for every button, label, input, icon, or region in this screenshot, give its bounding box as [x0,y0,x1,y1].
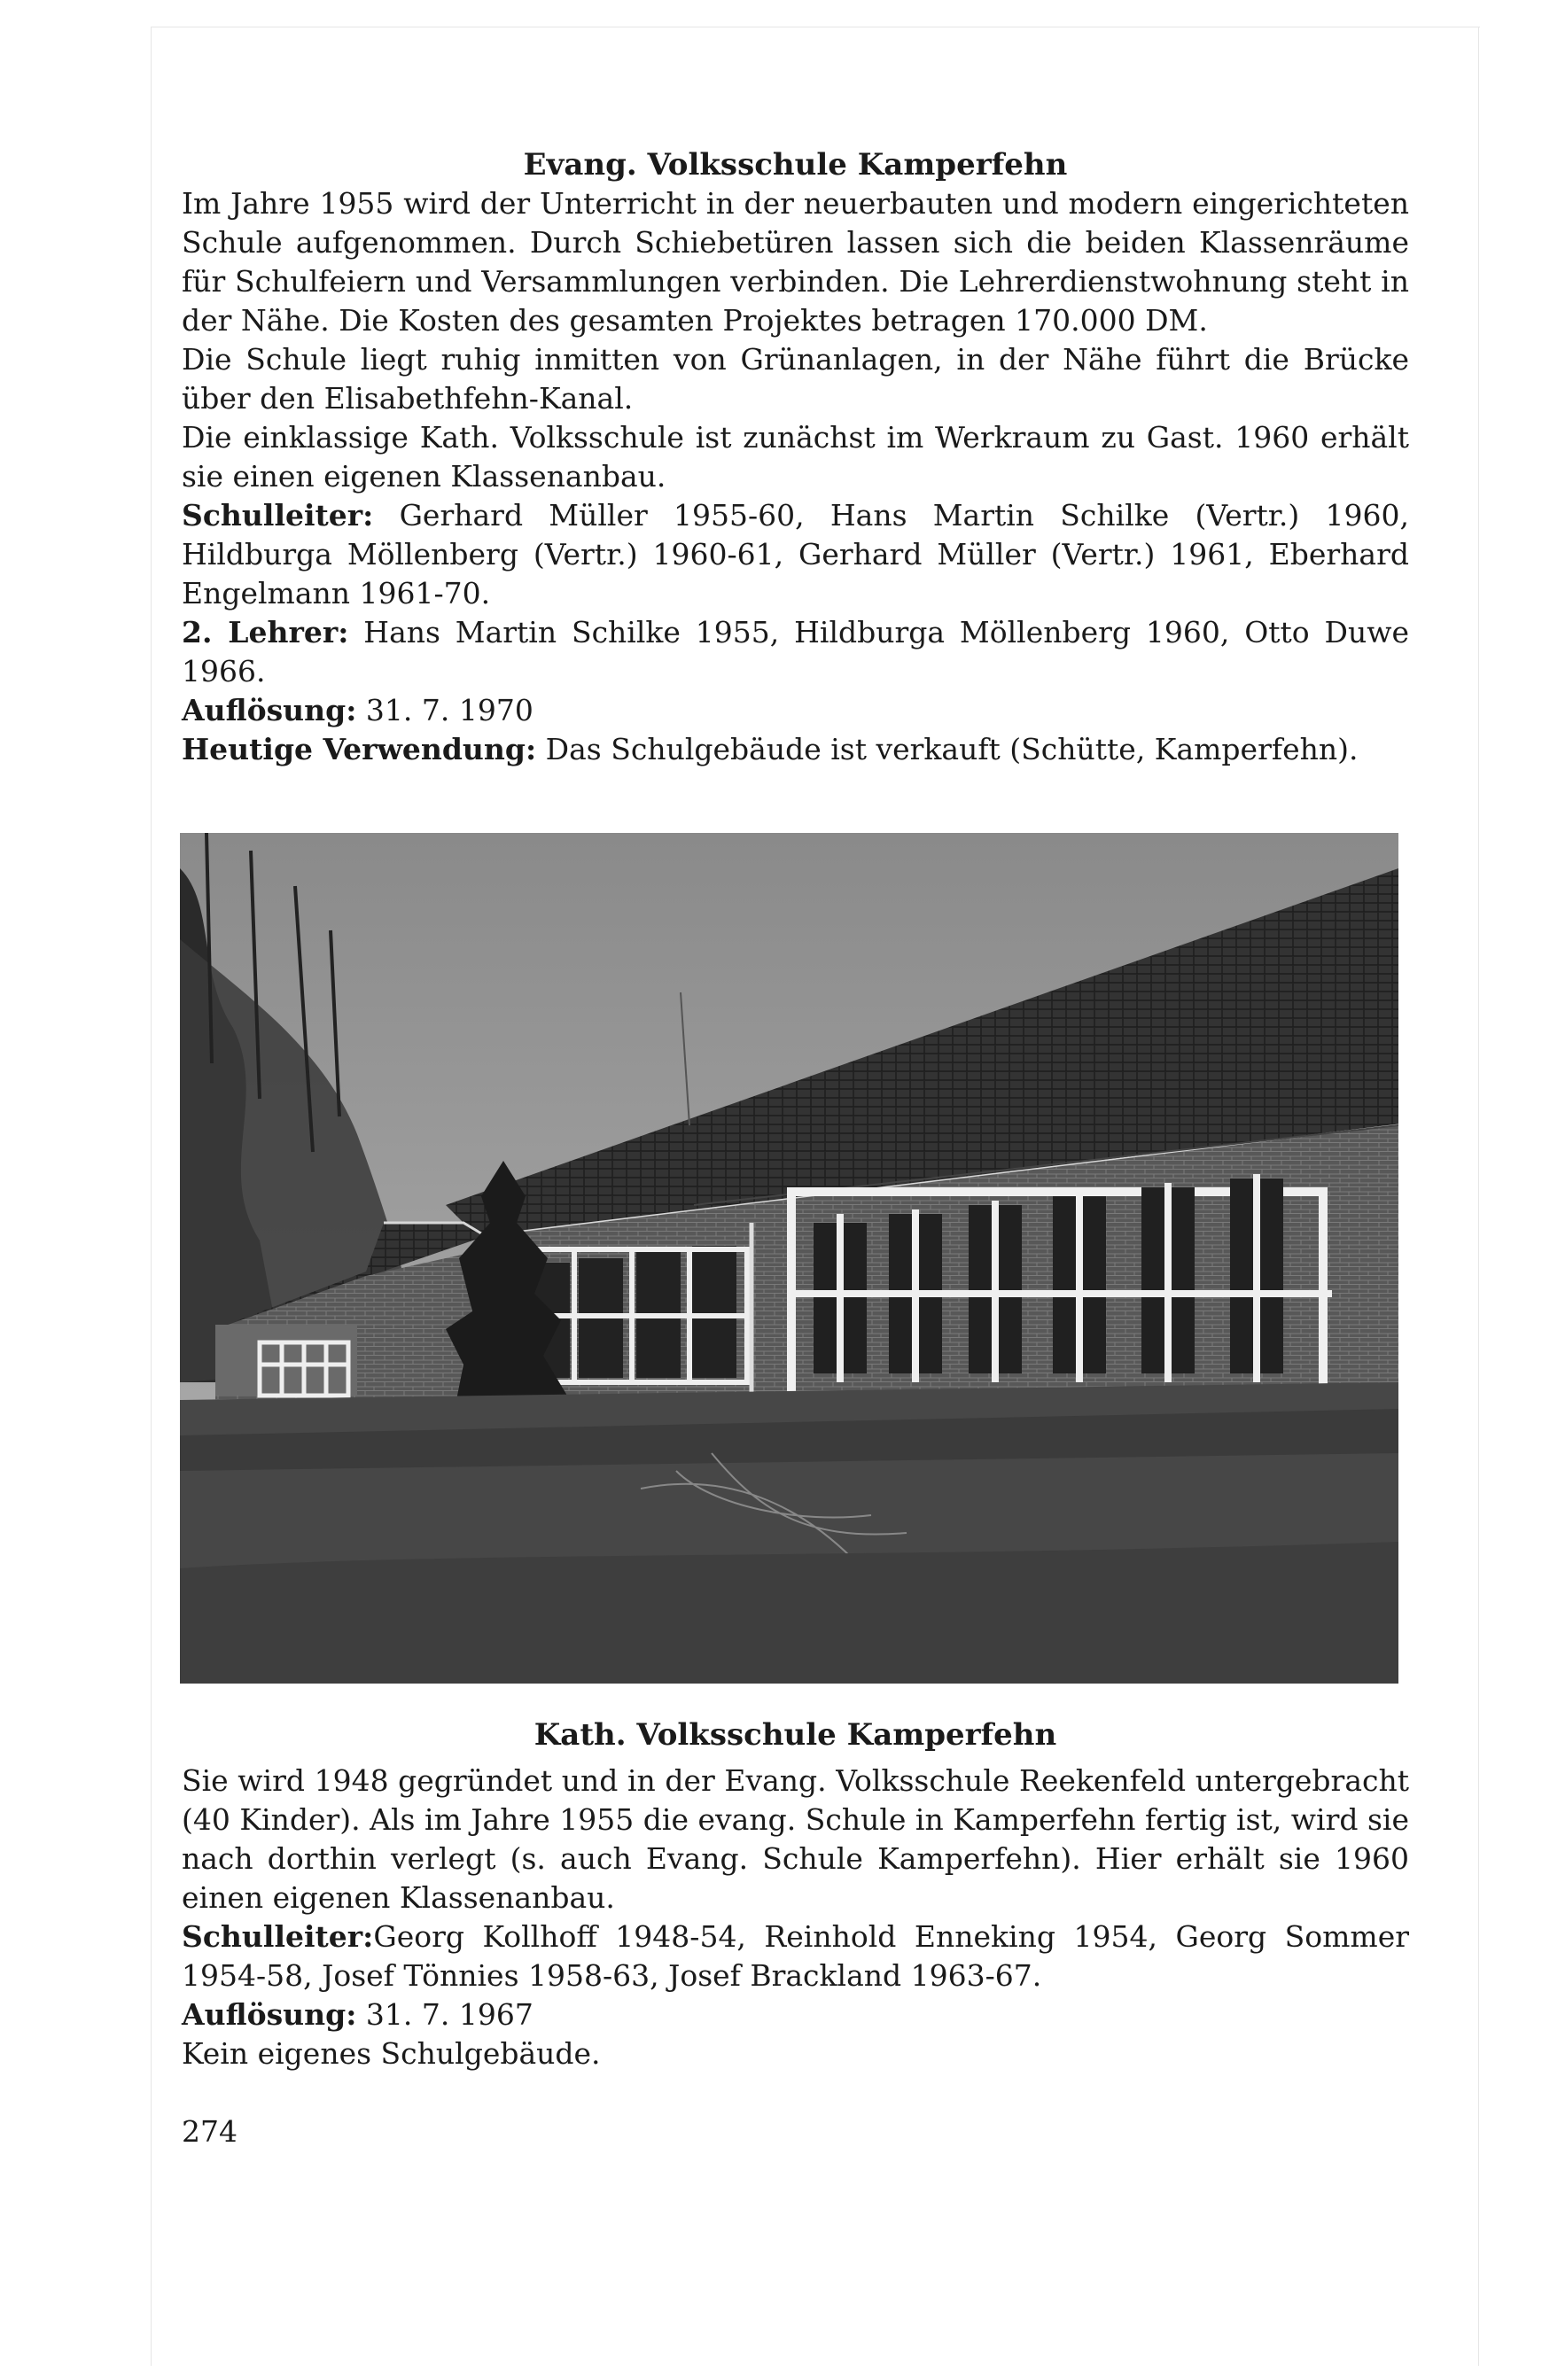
page-number: 274 [182,2114,238,2149]
closing-remark: Kein eigenes Schulgebäude. [182,2036,601,2071]
aufloesung-text: 31. 7. 1967 [356,1997,533,2032]
aufloesung-entry [182,691,1409,730]
schulleiter-label: Schulleiter: [182,1919,374,1954]
paragraph: Die einklassige Kath. Volksschule ist zunächst im Werkraum zu Gast. 1960 erhält sie einen eigenen Klassenanbau. [182,420,1409,494]
paragraph: Im Jahre 1955 wird der Unterricht in der neuerbauten und modern eingerichteten Schule aufgenommen. Durch Schiebetüren lassen sich die beiden Klassenräume für Schulfeiern und Versammlungen verbinden. Die Lehrerdienstwohnung steht in der Nähe. Die Kosten des gesamten Projektes betragen 170.000 DM. [182,186,1409,338]
aufloesung-label: Auflösung: [182,693,357,727]
verwendung-label: Heutige Verwendung: [182,732,537,766]
schulleiter-entry [182,496,1409,613]
verwendung-text: Das Schulgebäude ist verkauft (Schütte, Kamperfehn). [536,732,1359,766]
lehrer-label: 2. Lehrer: [182,615,349,649]
page-edge-left [151,27,152,2366]
section-evang-volksschule [182,145,1409,769]
schulleiter-text: Georg Kollhoff 1948-54, Reinhold Enneking 1954, Georg Sommer 1954-58, Josef Tönnies 1958-63, Josef Brackland 1963-67. [182,1919,1409,1993]
verwendung-entry [182,730,1409,769]
section-title: Evang. Volksschule Kamperfehn [523,147,1068,183]
schulleiter-text: Gerhard Müller 1955-60, Hans Martin Schilke (Vertr.) 1960, Hildburga Möllenberg (Vertr.) 1960-61, Gerhard Müller (Vertr.) 1961, Eberhard Engelmann 1961-70. [182,498,1409,611]
section-kath-volksschule [182,1715,1409,2073]
section-title: Kath. Volksschule Kamperfehn [533,1717,1057,1753]
lehrer-entry [182,613,1409,691]
schulleiter-label: Schulleiter: [182,498,374,533]
aufloesung-text: 31. 7. 1970 [356,693,533,727]
paragraph: Sie wird 1948 gegründet und in der Evang. Volksschule Reekenfeld untergebracht (40 Kinder). Als im Jahre 1955 die evang. Schule in Kamperfehn fertig ist, wird sie nach dorthin verlegt (s. auch Evang. Schule Kamperfehn). Hier erhält sie 1960 einen eigenen Klassenanbau. [182,1763,1409,1915]
lehrer-text: Hans Martin Schilke 1955, Hildburga Möllenberg 1960, Otto Duwe 1966. [182,615,1409,688]
aufloesung-label: Auflösung: [182,1997,357,2032]
paragraph: Die Schule liegt ruhig inmitten von Grünanlagen, in der Nähe führt die Brücke über den Elisabethfehn-Kanal. [182,342,1409,416]
school-building-photo [180,833,1398,1684]
schulleiter-entry [182,1917,1409,1995]
page-edge-right [1478,27,1479,2366]
aufloesung-entry [182,1995,1409,2034]
